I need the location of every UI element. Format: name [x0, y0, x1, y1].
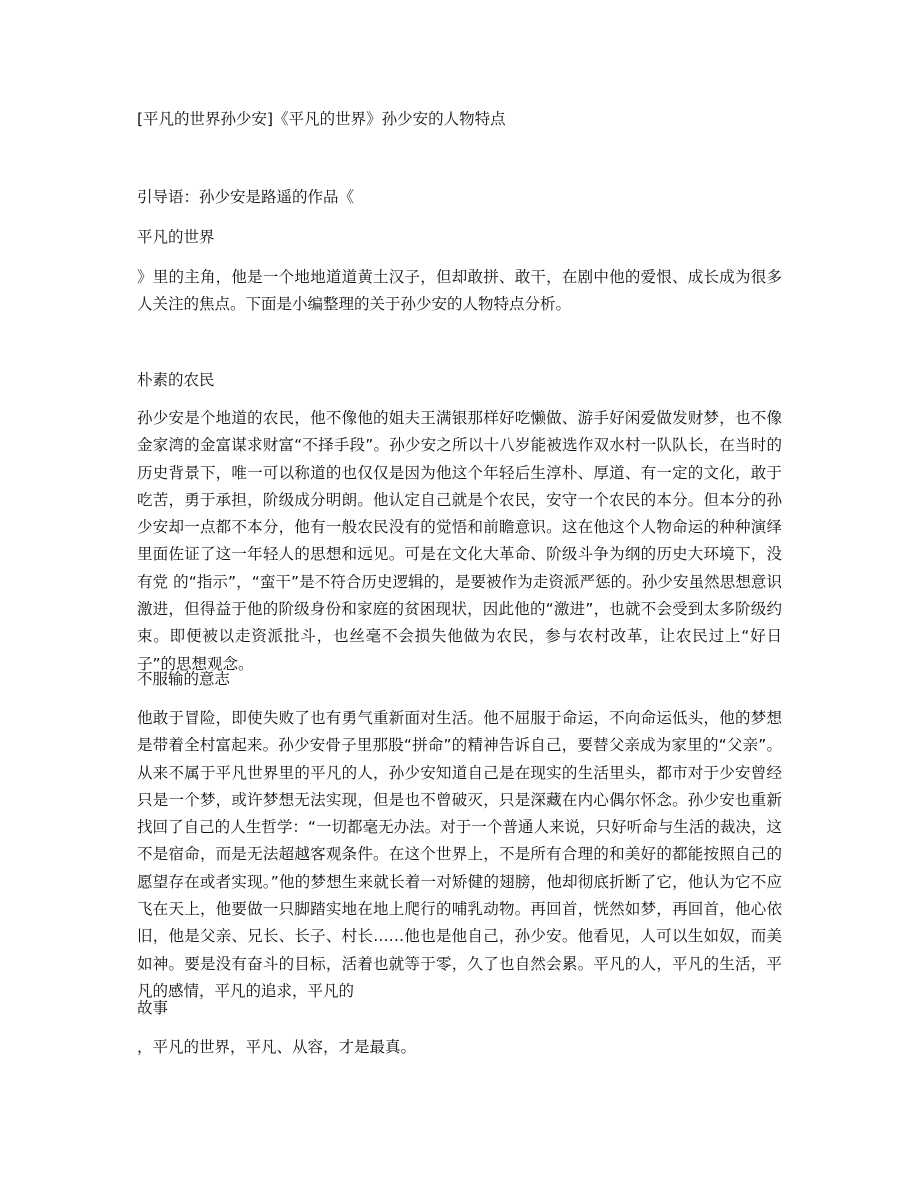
intro-paragraph: 》里的主角，他是一个地地道道黄土汉子，但却敢拼、敢干，在剧中他的爱恨、成长成为很多人关注的焦点。下面是小编整理的关于孙少安的人物特点分析。	[137, 268, 782, 314]
section2-tail-2: ，平凡的世界，平凡、从容，才是最真。	[137, 1038, 417, 1056]
intro-line-1: 引导语：孙少安是路遥的作品《	[137, 188, 355, 206]
document-title: [平凡的世界孙少安]《平凡的世界》孙少安的人物特点	[137, 110, 506, 128]
section1-heading: 朴素的农民	[137, 371, 215, 389]
section2-tail-1: 故事	[137, 999, 169, 1017]
section2-heading: 不服输的意志	[137, 670, 231, 688]
section1-paragraph: 孙少安是个地道的农民，他不像他的姐夫王满银那样好吃懒做、游手好闲爱做发财梦，也不像金家湾的金富谋求财富“不择手段”。孙少安之所以十八岁能被选作双水村一队队长，在当时的历史背景下，唯一可以称道的也仅仅是因为他这个年轻后生淳朴、厚道、有一定的文化，敢于吃苦，勇于承担，阶级成分明朗。他认定自己就是个农民，安守一个农民的本分。但本分的孙少安却一点都不本分，他有一般农民没有的觉悟和前瞻意识。这在他这个人物命运的种种演绎里面佐证了这一年轻人的思想和远见。可是在文化大革命、阶级斗争为纲的历史大环境下，没有党 的“指示”，“蛮干”是不符合历史逻辑的，是要被作为走资派严惩的。孙少安虽然思想意识激进，但得益于他的阶级身份和家庭的贫困现状，因此他的“激进”，也就不会受到太多阶级约束。即便被以走资派批斗，也丝毫不会损失他做为农民，参与农村改革，让农民过上“好日子”的思想观念。	[137, 409, 782, 673]
section2-paragraph: 他敢于冒险，即使失败了也有勇气重新面对生活。他不屈服于命运，不向命运低头，他的梦想是带着全村富起来。孙少安骨子里那股“拼命”的精神告诉自己，要替父亲成为家里的“父亲”。从来不属于平凡世界里的平凡的人，孙少安知道自己是在现实的生活里头，都市对于少安曾经只是一个梦，或许梦想无法实现，但是也不曾破灭，只是深藏在内心偶尔怀念。孙少安也重新找回了自己的人生哲学：“一切都毫无办法。对于一个普通人来说，只好听命与生活的裁决，这不是宿命，而是无法超越客观条件。在这个世界上，不是所有合理的和美好的都能按照自己的愿望存在或者实现。”他的梦想生来就长着一对矫健的翅膀，他却彻底折断了它，他认为它不应飞在天上，他要做一只脚踏实地在地上爬行的哺乳动物。再回首，恍然如梦，再回首，他心依旧，他是父亲、兄长、长子、村长……他也是他自己，孙少安。他看见，人可以生如奴，而美如神。要是没有奋斗的目标，活着也就等于零，久了也自然会累。平凡的人，平凡的生活，平凡的感情，平凡的追求，平凡的	[137, 709, 782, 1000]
intro-line-2: 平凡的世界	[137, 228, 215, 246]
